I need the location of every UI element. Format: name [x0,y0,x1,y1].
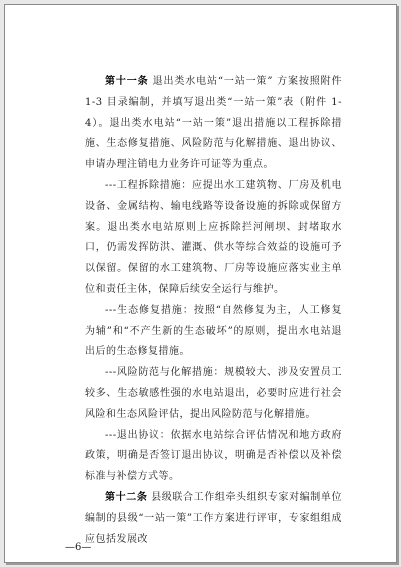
paragraph-text: ---退出协议：依据水电站综合评估情况和地方政府政策，明确是否签订退出协议，明确是否补偿以及补偿标准与补偿方式等。 [85,429,342,483]
paragraph-text: 县级联合工作组牵头组织专家对编制单位编制的县级“一站一策”工作方案进行评审，专家组组成应包括发展改 [85,491,342,545]
paragraph-risk-prevention [85,363,342,425]
page-number: —6— [65,542,92,553]
paragraph-article-11 [85,72,342,176]
paragraph-article-12 [85,488,342,550]
paragraph-text: ---生态修复措施：按照“自然修复为主，人工修复为辅”和“不产生新的生态破坏”的原则，提出水电站退出后的生态修复措施。 [85,304,342,358]
paragraph-text: ---风险防范与化解措施：规模较大、涉及安置员工较多、生态敏感性强的水电站退出，必要时应进行社会风险和生态风险评估，提出风险防范与化解措施。 [85,367,342,420]
paragraph-exit-agreement [85,426,342,488]
paragraph-ecological-restoration [85,301,342,363]
article-body [85,72,342,550]
paragraph-text: ---工程拆除措施：应提出水工建筑物、厂房及机电设备、金属结构、输电线路等设备设施的拆除或保留方案。退出类水电站原则上应拆除拦河闸坝、封堵取水口，仍需发挥防洪、灌溉、供水等综合效益的设施可予以保留。保留的水工建筑物、厂房等设施应落实业主单位和责任主体，保障后续安全运行与维护。 [85,179,342,295]
article-heading: 第十一条 [105,76,149,87]
paragraph-engineering-removal [85,176,342,301]
article-heading: 第十二条 [105,491,148,503]
paragraph-text: 退出类水电站“一站一策” 方案按照附件 1-3 目录编制，并填写退出类“一站一策”表（附件 1-4）。退出类水电站“一站一策”退出措施以工程拆除措施、生态修复措施、风险防范与化解措施、退出协议、申请办理注销电力业务许可证等为重点。 [85,76,342,171]
document-page [4,4,397,563]
